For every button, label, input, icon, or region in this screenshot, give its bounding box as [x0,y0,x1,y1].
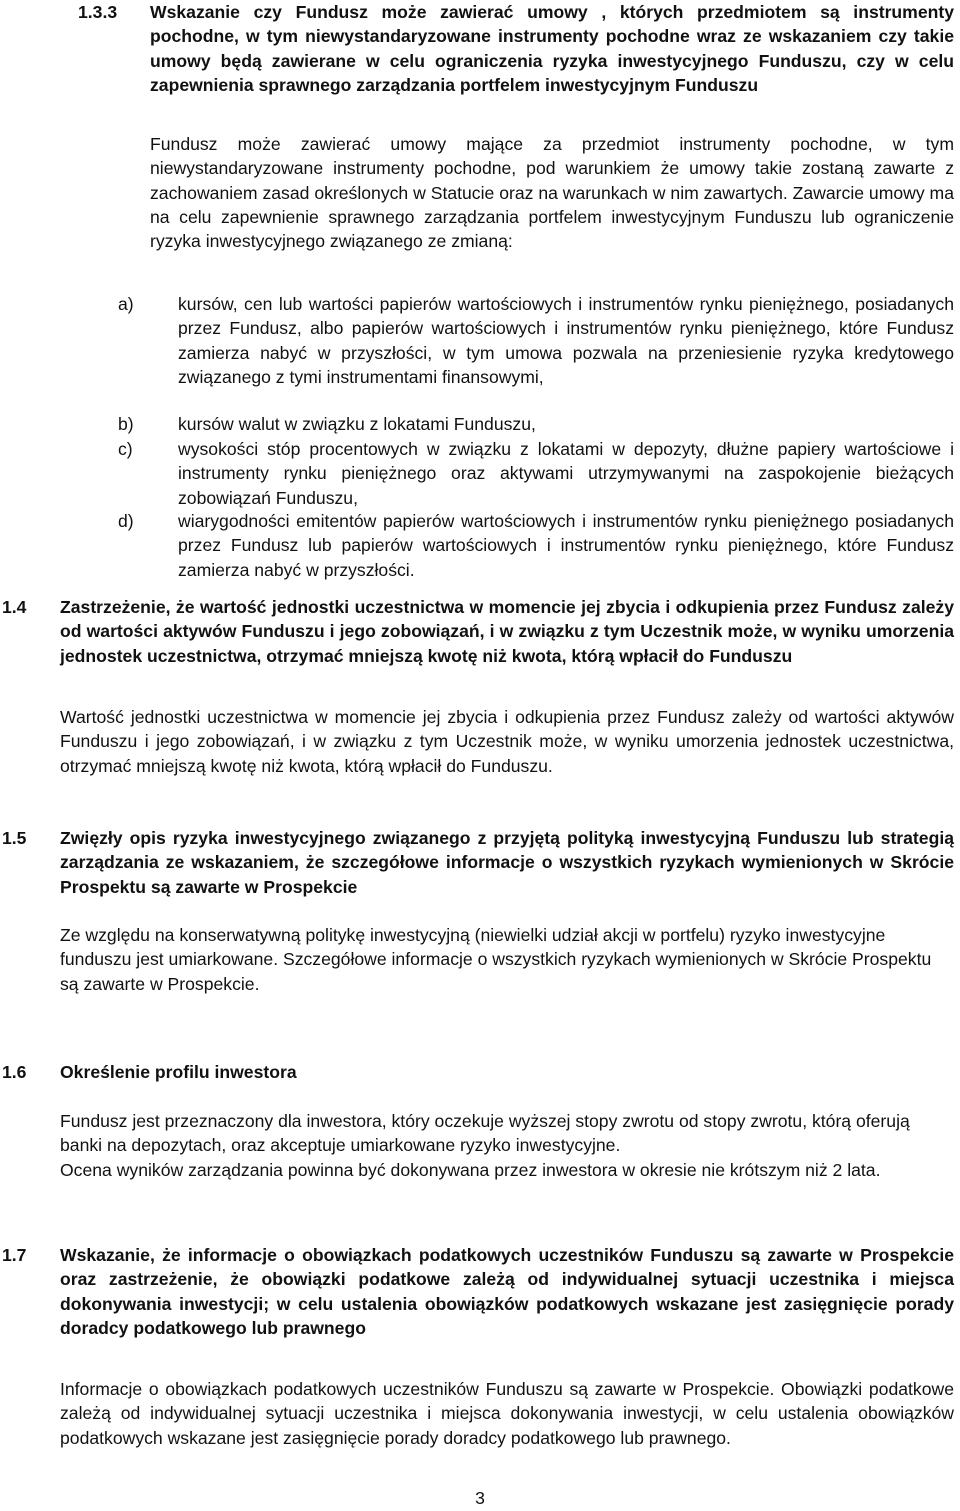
section-1-3-3-body: Fundusz może zawierać umowy mające za przedmiot instrumenty pochodne, w tym niewystandaryzowane instrumenty pochodne, pod warunkiem że umowy takie zostaną zawarte z zachowaniem zasad określonych w Statucie oraz na warunkach w nim zawartych. Zawarcie umowy ma na celu zapewnienie sprawnego zarządzania portfelem inwestycyjnym Funduszu lub ograniczenie ryzyka inwestycyjnego związanego ze zmianą: [150,134,954,252]
list-item-label: a) [118,294,134,314]
section-1-5-heading [2,826,954,899]
section-1-6-heading [2,1060,954,1084]
section-title: Zastrzeżenie, że wartość jednostki uczestnictwa w momencie jej zbycia i odkupienia przez Fundusz zależy od wartości aktywów Funduszu i jego zobowiązań, i w związku z tym Uczestnik może, w wyniku umorzenia jednostek uczestnictwa, otrzymać mniejszą kwotę niż kwota, którą wpłacił do Funduszu [60,597,954,666]
list-item-label: c) [118,439,133,459]
section-number: 1.5 [2,828,27,848]
section-1-7-body: Informacje o obowiązkach podatkowych uczestników Funduszu są zawarte w Prospekcie. Obowiązki podatkowe zależą od indywidualnej sytuacji uczestnika i miejsca dokonywania inwestycji, w celu ustalenia obowiązków podatkowych wskazane jest zasięgnięcie porady doradcy podatkowego lub prawnego. [60,1379,954,1448]
section-title: Wskazanie czy Fundusz może zawierać umowy , których przedmiotem są instrumenty pochodne, w tym niewystandaryzowane instrumenty pochodne wraz ze wskazaniem czy takie umowy będą zawierane w celu ograniczenia ryzyka inwestycyjnego Funduszu, czy w celu zapewnienia sprawnego zarządzania portfelem inwestycyjnym Funduszu [150,2,954,95]
section-number: 1.4 [2,597,27,617]
list-item-label: b) [118,414,134,434]
section-title: Zwięzły opis ryzyka inwestycyjnego związanego z przyjętą polityką inwestycyjną Funduszu lub strategią zarządzania ze wskazaniem, że szczegółowe informacje o wszystkich ryzykach wymienionych w Skrócie Prospektu są zawarte w Prospekcie [60,828,954,897]
section-1-4-heading [2,595,954,668]
section-1-5-body: Ze względu na konserwatywną politykę inwestycyjną (niewielki udział akcji w portfelu) ryzyko inwestycyjne funduszu jest umiarkowane. Szczegółowe informacje o wszystkich ryzykach wymienionych w Skrócie Prospektu są zawarte w Prospekcie. [60,925,932,994]
section-1-3-3-heading [78,0,954,97]
list-item-text: kursów, cen lub wartości papierów wartościowych i instrumentów rynku pieniężnego, posiadanych przez Fundusz, albo papierów wartościowych i instrumentów rynku pieniężnego, które Fundusz zamierza nabyć w przyszłości, w tym umowa pozwala na przeniesienie ryzyka kredytowego związanego z tymi instrumentami finansowymi, [178,294,954,387]
list-item-text: kursów walut w związku z lokatami Funduszu, [178,414,536,434]
section-title: Wskazanie, że informacje o obowiązkach podatkowych uczestników Funduszu są zawarte w Prospekcie oraz zastrzeżenie, że obowiązki podatkowe zależą od indywidualnej sytuacji uczestnika i miejsca dokonywania inwestycji; w celu ustalenia obowiązków podatkowych wskazane jest zasięgnięcie porady doradcy podatkowego lub prawnego [60,1245,954,1338]
section-number: 1.6 [2,1062,27,1082]
list-item-label: d) [118,511,134,531]
section-1-4-body: Wartość jednostki uczestnictwa w momencie jej zbycia i odkupienia przez Fundusz zależy od wartości aktywów Funduszu i jego zobowiązań, i w związku z tym Uczestnik może, w wyniku umorzenia jednostek uczestnictwa, otrzymać mniejszą kwotę niż kwota, którą wpłacił do Funduszu. [60,707,954,776]
list-item-text: wiarygodności emitentów papierów wartościowych i instrumentów rynku pieniężnego posiadanych przez Fundusz lub papierów wartościowych i instrumentów rynku pieniężnego, które Fundusz zamierza nabyć w przyszłości. [178,511,954,580]
section-1-6-body-2: Ocena wyników zarządzania powinna być dokonywana przez inwestora w okresie nie krótszym niż 2 lata. [60,1160,881,1180]
section-1-6-body-1: Fundusz jest przeznaczony dla inwestora, który oczekuje wyższej stopy zwrotu od stopy zwrotu, którą oferują banki na depozytach, oraz akceptuje umiarkowane ryzyko inwestycyjne. [60,1111,910,1156]
list-item-text: wysokości stóp procentowych w związku z lokatami w depozyty, dłużne papiery wartościowe i instrumenty rynku pieniężnego oraz aktywami utrzymywanymi na zaspokojenie bieżących zobowiązań Funduszu, [178,439,954,508]
section-1-7-heading [2,1243,954,1340]
section-number: 1.3.3 [78,2,118,22]
page-number: 3 [475,1488,485,1508]
section-number: 1.7 [2,1245,27,1265]
section-title: Określenie profilu inwestora [60,1062,297,1082]
